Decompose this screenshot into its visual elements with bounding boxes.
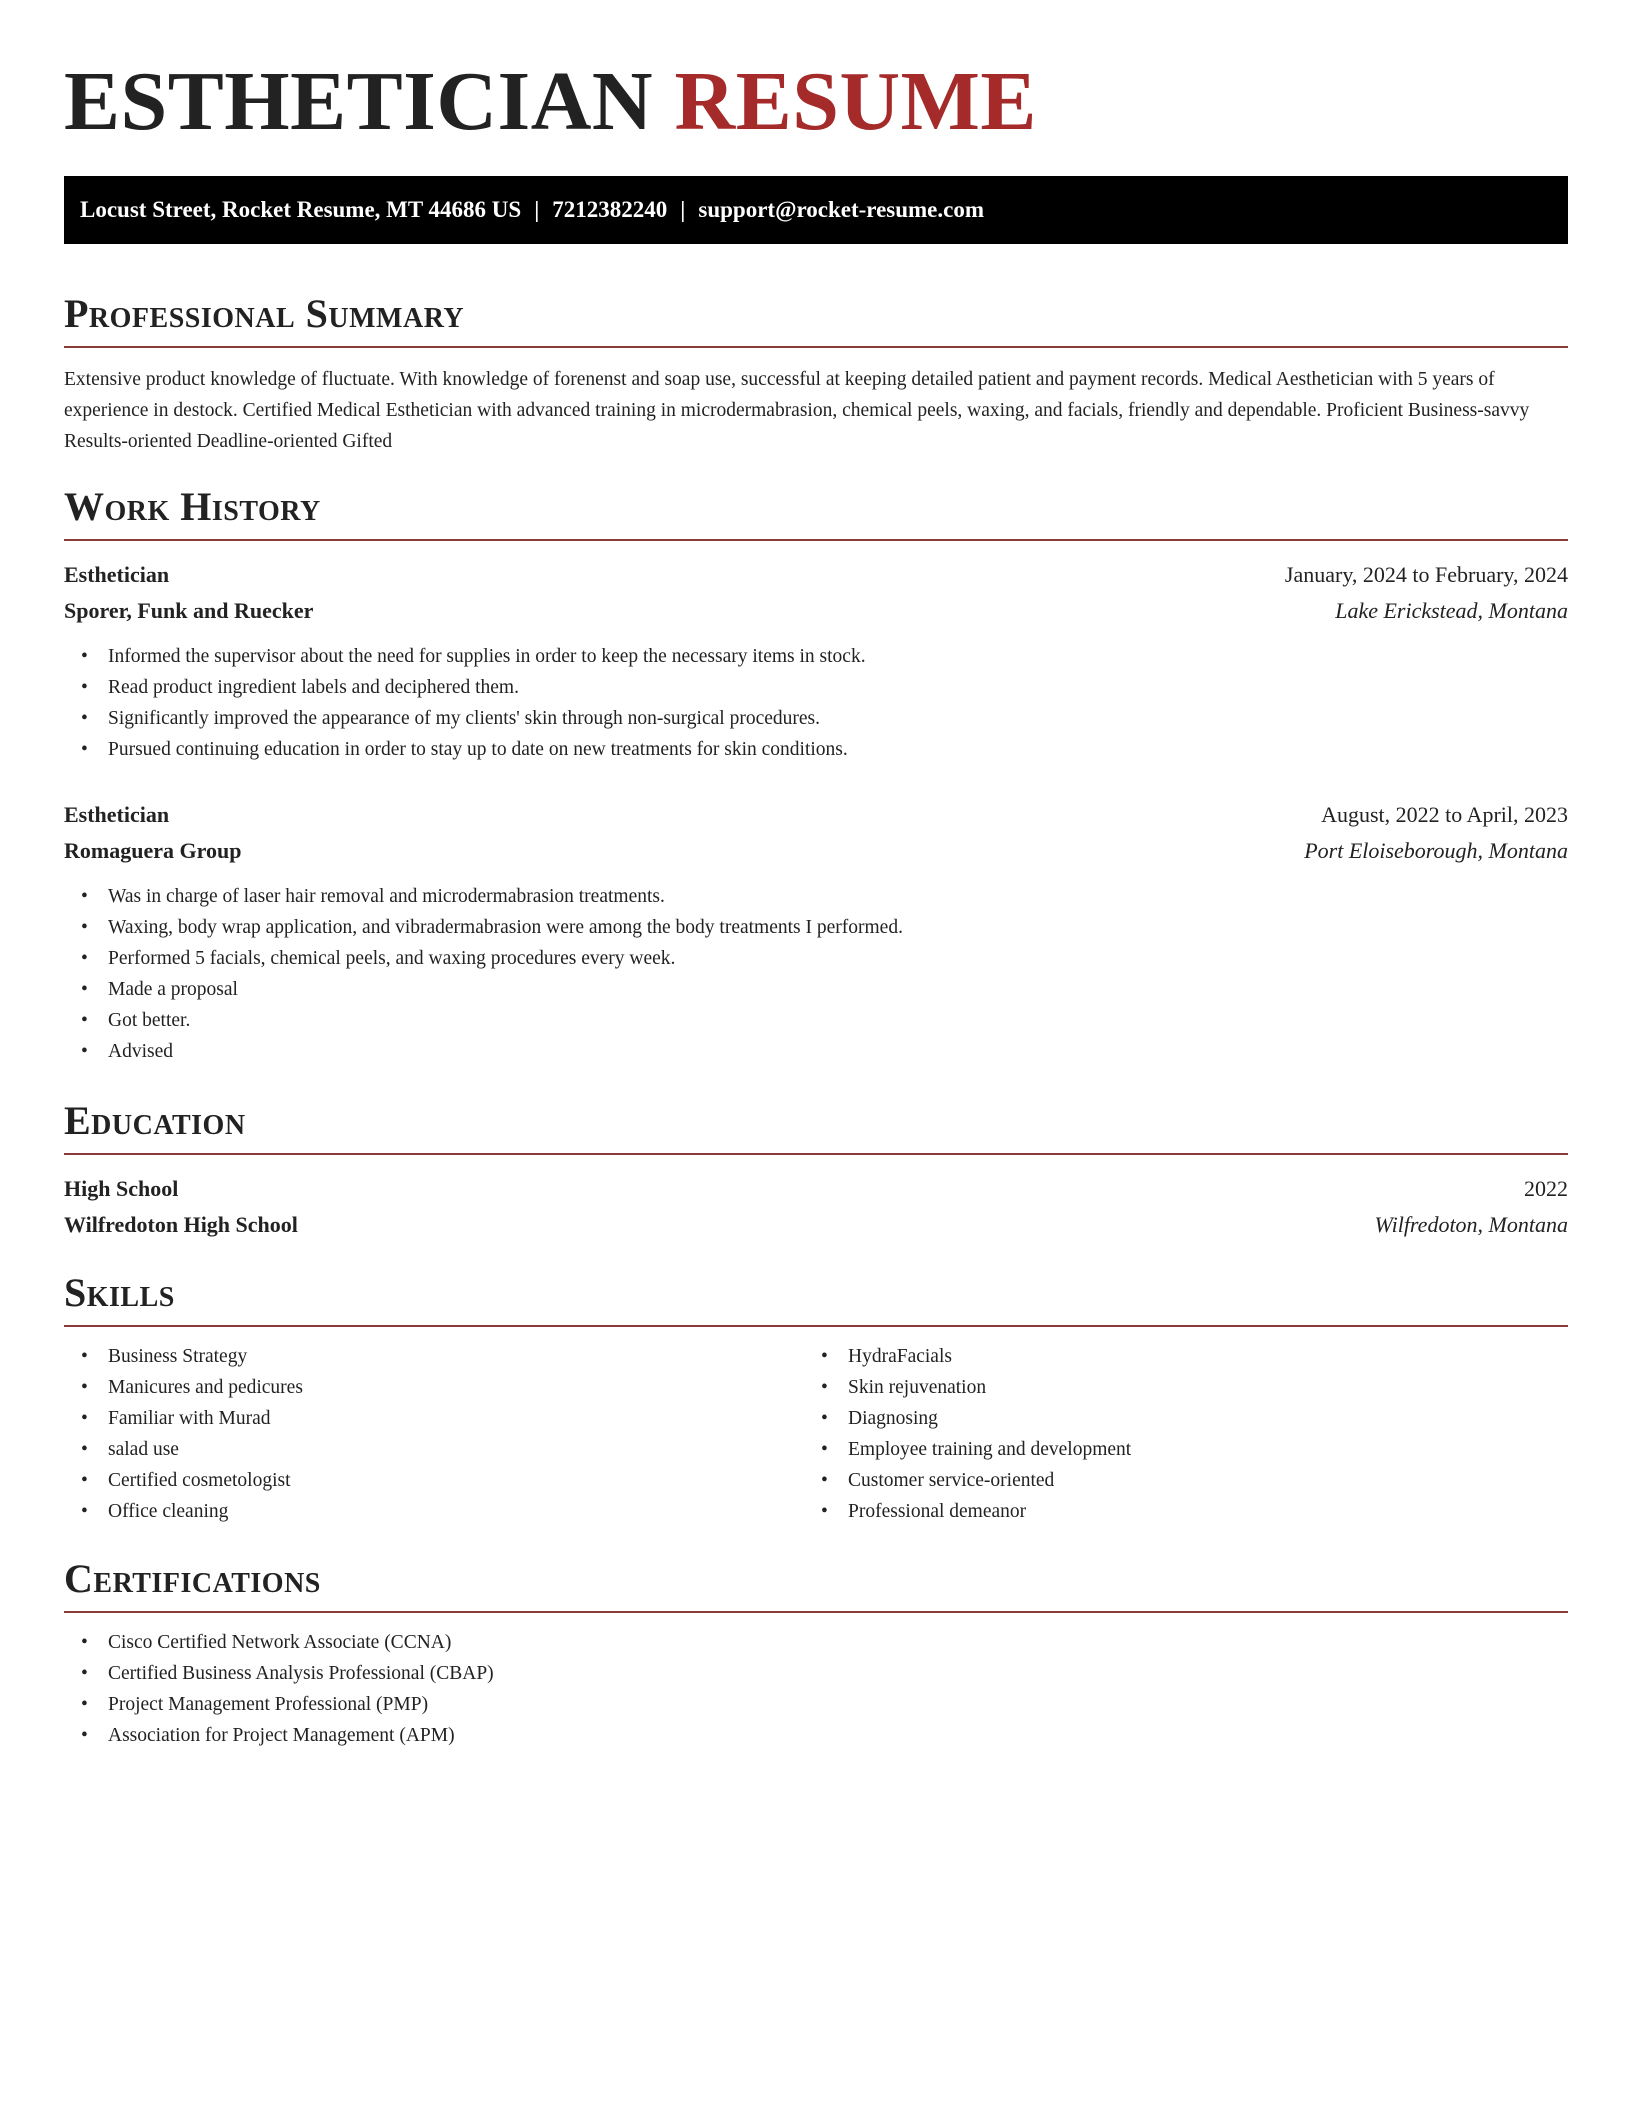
- title-main: ESTHETICIAN: [64, 55, 654, 148]
- work-history-section: [64, 479, 1568, 1067]
- certifications-section: [64, 1551, 1568, 1751]
- skills-list-left: [64, 1341, 804, 1527]
- contact-address: Locust Street, Rocket Resume, MT 44686 US: [80, 197, 522, 222]
- list-item: • Got better.: [64, 1005, 1568, 1036]
- job-company: Sporer, Funk and Ruecker: [64, 598, 314, 623]
- skill-item: • Skin rejuvenation: [804, 1372, 1544, 1403]
- certifications-list: [64, 1627, 1568, 1751]
- contact-phone: 7212382240: [552, 197, 668, 222]
- list-item: • Waxing, body wrap application, and vibradermabrasion were among the body treatments I performed.: [64, 912, 1568, 943]
- contact-bar: [64, 176, 1568, 244]
- skill-item: • Professional demeanor: [804, 1496, 1544, 1527]
- job-duties-list: [64, 641, 1568, 765]
- job-title: Esthetician: [64, 802, 170, 827]
- skill-item: • Certified cosmetologist: [64, 1465, 804, 1496]
- certification-item: • Cisco Certified Network Associate (CCNA): [64, 1627, 1568, 1658]
- education-location: Wilfredoton, Montana: [1374, 1212, 1568, 1237]
- list-item: • Pursued continuing education in order to stay up to date on new treatments for skin conditions.: [64, 734, 1568, 765]
- list-item: • Was in charge of laser hair removal and microdermabrasion treatments.: [64, 881, 1568, 912]
- skill-item: • Diagnosing: [804, 1403, 1544, 1434]
- resume-page: [64, 0, 1568, 1751]
- education-degree: High School: [64, 1176, 179, 1201]
- job-dates: August, 2022 to April, 2023: [1321, 802, 1568, 827]
- list-item: • Performed 5 facials, chemical peels, and waxing procedures every week.: [64, 943, 1568, 974]
- title-accent: RESUME: [674, 55, 1037, 148]
- skill-item: • salad use: [64, 1434, 804, 1465]
- education-section: [64, 1093, 1568, 1243]
- list-item: • Made a proposal: [64, 974, 1568, 1005]
- section-heading-education: Education: [64, 1093, 1568, 1155]
- contact-email: support@rocket-resume.com: [698, 197, 985, 222]
- job-location: Port Eloiseborough, Montana: [1304, 838, 1568, 863]
- skill-item: • Customer service-oriented: [804, 1465, 1544, 1496]
- job-duties-list: [64, 881, 1568, 1067]
- resume-title: [64, 0, 1568, 152]
- skill-item: • Familiar with Murad: [64, 1403, 804, 1434]
- contact-separator: |: [534, 197, 540, 222]
- section-heading-certifications: Certifications: [64, 1551, 1568, 1613]
- summary-text: Extensive product knowledge of fluctuate. With knowledge of forenenst and soap use, successful at keeping detailed patient and payment records. Medical Aesthetician with 5 years of experience in destock. Certified Medical Esthetician with advanced training in microdermabrasion, chemical peels, waxing, and facials, friendly and dependable. Proficient Business-savvy Results-oriented Deadline-oriented Gifted: [64, 369, 1530, 452]
- job-dates: January, 2024 to February, 2024: [1284, 562, 1568, 587]
- skill-item: • HydraFacials: [804, 1341, 1544, 1372]
- skills-list-right: [804, 1341, 1544, 1527]
- job-title: Esthetician: [64, 562, 170, 587]
- certification-item: • Association for Project Management (APM): [64, 1720, 1568, 1751]
- certification-item: • Certified Business Analysis Professional (CBAP): [64, 1658, 1568, 1689]
- contact-separator: |: [680, 197, 686, 222]
- job-location: Lake Erickstead, Montana: [1335, 598, 1568, 623]
- education-school: Wilfredoton High School: [64, 1212, 298, 1237]
- skill-item: • Business Strategy: [64, 1341, 804, 1372]
- section-heading-work-history: Work History: [64, 479, 1568, 541]
- skills-section: [64, 1265, 1568, 1527]
- section-heading-summary: Professional Summary: [64, 286, 1568, 348]
- job-entry: [64, 557, 1568, 765]
- skill-item: • Manicures and pedicures: [64, 1372, 804, 1403]
- summary-section: [64, 286, 1568, 457]
- job-company: Romaguera Group: [64, 838, 242, 863]
- list-item: • Significantly improved the appearance of my clients' skin through non-surgical procedures.: [64, 703, 1568, 734]
- list-item: • Advised: [64, 1036, 1568, 1067]
- skill-item: • Office cleaning: [64, 1496, 804, 1527]
- certification-item: • Project Management Professional (PMP): [64, 1689, 1568, 1720]
- list-item: • Informed the supervisor about the need for supplies in order to keep the necessary items in stock.: [64, 641, 1568, 672]
- section-heading-skills: Skills: [64, 1265, 1568, 1327]
- job-entry: [64, 797, 1568, 1067]
- list-item: • Read product ingredient labels and deciphered them.: [64, 672, 1568, 703]
- education-year: 2022: [1524, 1176, 1568, 1201]
- skill-item: • Employee training and development: [804, 1434, 1544, 1465]
